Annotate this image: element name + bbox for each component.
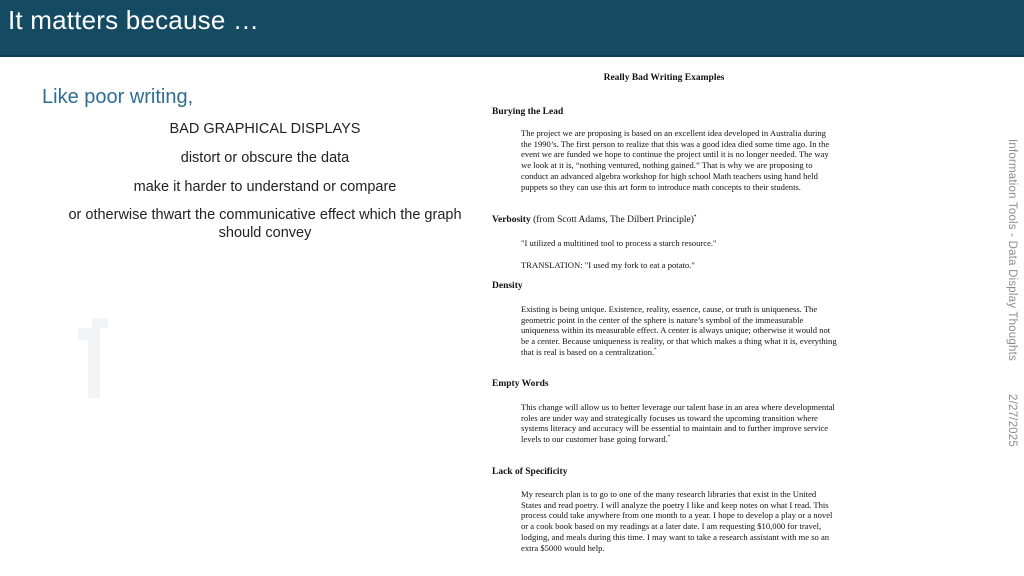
bullet-harder-to-understand: make it harder to understand or compare [133,179,397,195]
heading-lack-of-specificity: Lack of Specificity [492,467,568,477]
heading-verbosity: Verbosity (from Scott Adams, The Dilbert Principle)* [492,214,697,225]
verbosity-translation: TRANSLATION: "I used my fork to eat a potato." [521,260,695,270]
faint-watermark-shape [78,318,112,398]
bullet-bad-graphical-displays: BAD GRAPHICAL DISPLAYS [169,121,361,137]
paragraph-density: Existing is being unique. Existence, reality, essence, cause, or truth is uniqueness. The geometric point in the center of the sphere is nature’s symbol of the immeasurable uniqueness within its measurable effect. A center is always unique; otherwise it would not be a center. Because uniqueness is reality, or that which makes a thing what it is, everything that is real is based on a centralization.* [521,304,837,357]
bad-writing-document [484,66,844,566]
verbosity-quote: "I utilized a multitined tool to process a starch resource." [521,238,717,248]
bullet-distort: distort or obscure the data [180,150,350,166]
verbosity-source: (from Scott Adams, The Dilbert Principle) [530,215,694,225]
left-column [0,0,480,576]
heading-density: Density [492,281,523,291]
paragraph-empty-words: This change will allow us to better leverage our talent base in an area where developmental roles are under way and strategically focuses us toward the upcoming transition where systems literacy and accuracy will be essential to maintain and to further improve service levels to our customer base going forward.* [521,402,835,445]
heading-burying-the-lead: Burying the Lead [492,107,564,117]
slide-title: It matters because … [8,5,260,35]
footer-side-title: Information Tools - Data Display Thoughts [1006,139,1018,361]
bullet-thwart-effect: or otherwise thwart the communicative effect which the graph should convey [68,207,462,241]
paragraph-lack-of-specificity: My research plan is to go to one of the many research libraries that exist in the United States and read poetry. I will analyze the poetry I like and keep notes on what I read. This process could take anywhere from one month to a year. I hope to develop a play or a novel or a cook book based on my readings at a later date. I am requesting $10,000 for travel, lodging, and meals during this time. I may want to take a research assistant with me so an extra $5000 would help. [521,489,833,553]
heading-empty-words: Empty Words [492,379,549,389]
document-title: Really Bad Writing Examples [603,73,725,83]
verbosity-label: Verbosity [492,215,531,225]
footer-date: 2/27/2025 [1006,394,1018,447]
paragraph-burying-the-lead: The project we are proposing is based on an excellent idea developed in Australia during the 1990’s. The first person to realize that this was a good idea died some time ago. In the event we are funded we hope to continue the project until it is no longer needed. The way we look at it is, “nothing ventured, nothing gained.” That is why we are proposing to conduct an advanced algebra workshop for high school Math teachers using hand held puppets so they can use this art form to introduce math concepts to their students. [521,128,830,192]
subtitle: Like poor writing, [42,86,194,108]
